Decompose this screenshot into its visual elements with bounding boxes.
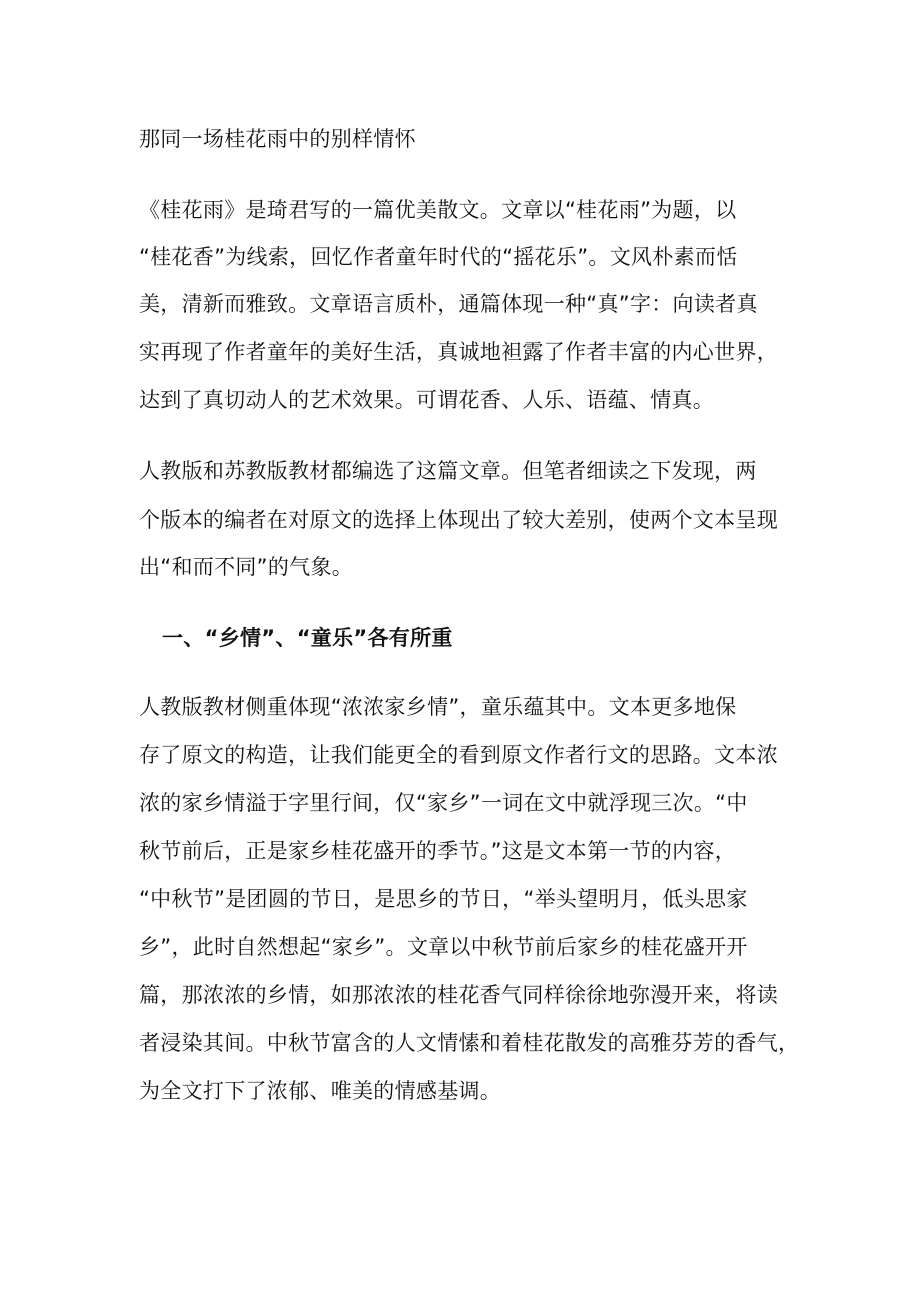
paragraph-line: 出“和而不同”的气象。 [139, 555, 354, 579]
document-title: 那同一场桂花雨中的别样情怀 [139, 127, 416, 151]
paragraph-line: “中秋节”是团圆的节日，是思乡的节日，“举头望明月，低头思家 [139, 887, 748, 911]
paragraph-line: 为全文打下了浓郁、唯美的情感基调。 [139, 1079, 502, 1103]
paragraph-line: 《桂花雨》是琦君写的一篇优美散文。文章以“桂花雨”为题，以 [139, 198, 737, 222]
paragraph-line: 浓的家乡情溢于字里行间，仅“家乡”一词在文中就浮现三次。“中 [139, 791, 748, 815]
paragraph-line: 个版本的编者在对原文的选择上体现出了较大差别，使两个文本呈现 [139, 508, 778, 532]
paragraph-line: 美，清新而雅致。文章语言质朴，通篇体现一种“真”字：向读者真 [139, 292, 758, 316]
paragraph-line: 篇，那浓浓的乡情，如那浓浓的桂花香气同样徐徐地弥漫开来，将读 [139, 983, 778, 1007]
paragraph-line: 乡”，此时自然想起“家乡”。文章以中秋节前后家乡的桂花盛开开 [139, 935, 748, 959]
paragraph-line: 达到了真切动人的艺术效果。可谓花香、人乐、语蕴、情真。 [139, 388, 715, 412]
paragraph-line: 秋节前后，正是家乡桂花盛开的季节。”这是文本第一节的内容， [139, 839, 737, 863]
paragraph-line: “桂花香”为线索，回忆作者童年时代的“摇花乐”。文风朴素而恬 [139, 245, 738, 269]
paragraph-line: 人教版教材侧重体现“浓浓家乡情”，童乐蕴其中。文本更多地保 [139, 695, 737, 719]
section-heading: 一、“乡情”、“童乐”各有所重 [162, 626, 453, 650]
paragraph-line: 实再现了作者童年的美好生活，真诚地袒露了作者丰富的内心世界， [139, 340, 778, 364]
paragraph-line: 存了原文的构造，让我们能更全的看到原文作者行文的思路。文本浓 [139, 743, 778, 767]
paragraph-line: 人教版和苏教版教材都编选了这篇文章。但笔者细读之下发现，两 [139, 459, 757, 483]
paragraph-line: 者浸染其间。中秋节富含的人文情愫和着桂花散发的高雅芬芳的香气， [139, 1031, 800, 1055]
